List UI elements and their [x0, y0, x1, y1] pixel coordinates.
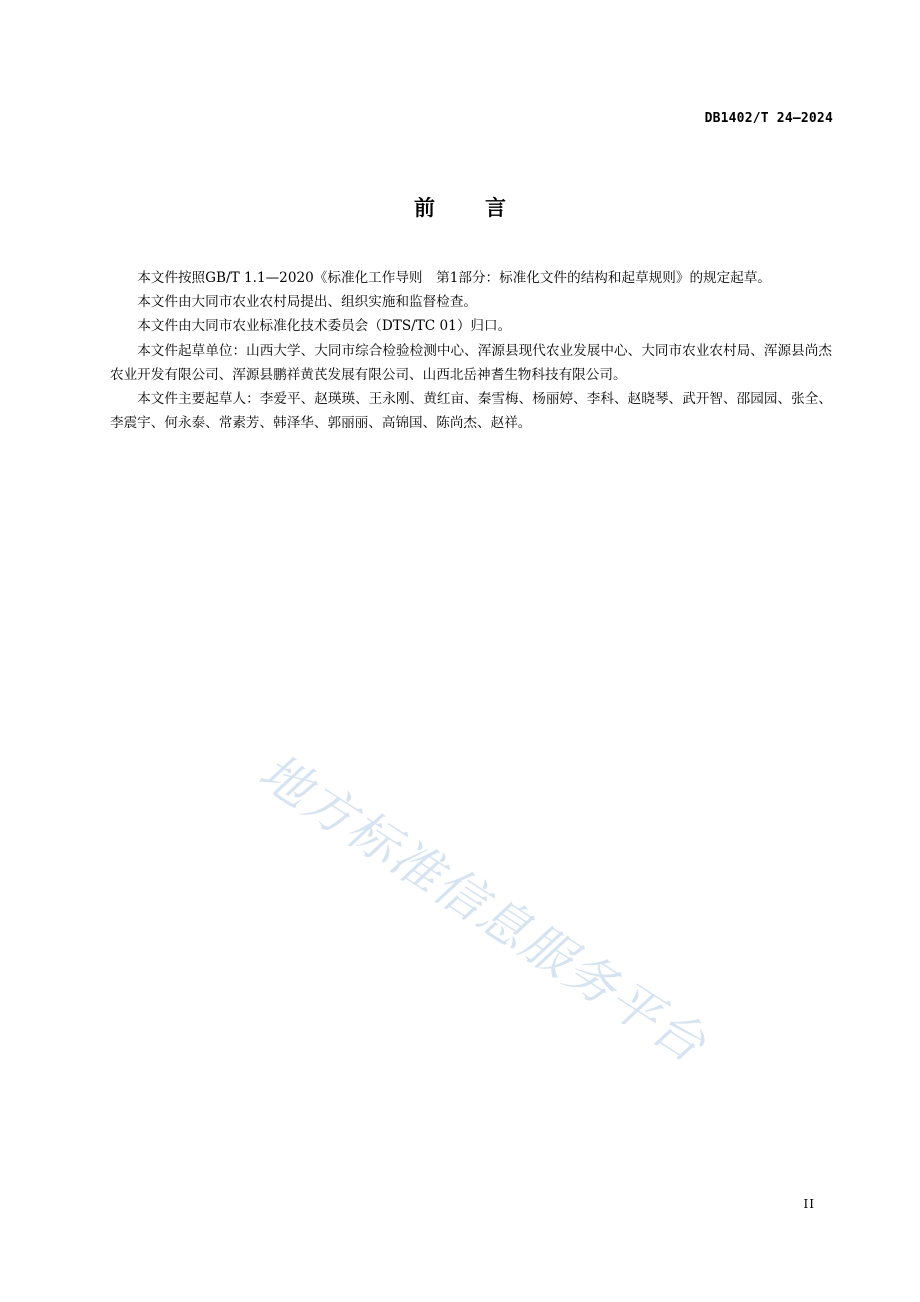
document-code: DB1402/T 24—2024: [704, 111, 833, 126]
watermark: 地方标准信息服务平台: [248, 742, 717, 1075]
paragraph-drafting-rules: 本文件按照GB/T 1.1—2020《标准化工作导则 第1部分：标准化文件的结构和起草规则》的规定起草。: [137, 270, 772, 286]
page-title: 前言: [414, 196, 556, 220]
paragraph-proposer: 本文件由大同市农业农村局提出、组织实施和监督检查。: [137, 294, 478, 311]
page-number: II: [803, 1197, 815, 1211]
foreword-body: [110, 266, 832, 435]
paragraph-committee: 本文件由大同市农业标准化技术委员会（DTS/TC 01）归口。: [137, 318, 512, 335]
paragraph-drafters: 本文件主要起草人：李爱平、赵瑛瑛、王永刚、黄红亩、秦雪梅、杨丽婷、李科、赵晓琴、武开智、邵园园、张全、李震宇、何永泰、常素芳、韩泽华、郭丽丽、高锦国、陈尚杰、赵祥。: [110, 391, 832, 432]
paragraph-drafting-units: 本文件起草单位：山西大学、大同市综合检验检测中心、浑源县现代农业发展中心、大同市农业农村局、浑源县尚杰农业开发有限公司、浑源县鹏祥黄芪发展有限公司、山西北岳神耆生物科技有限公司。: [110, 342, 832, 383]
